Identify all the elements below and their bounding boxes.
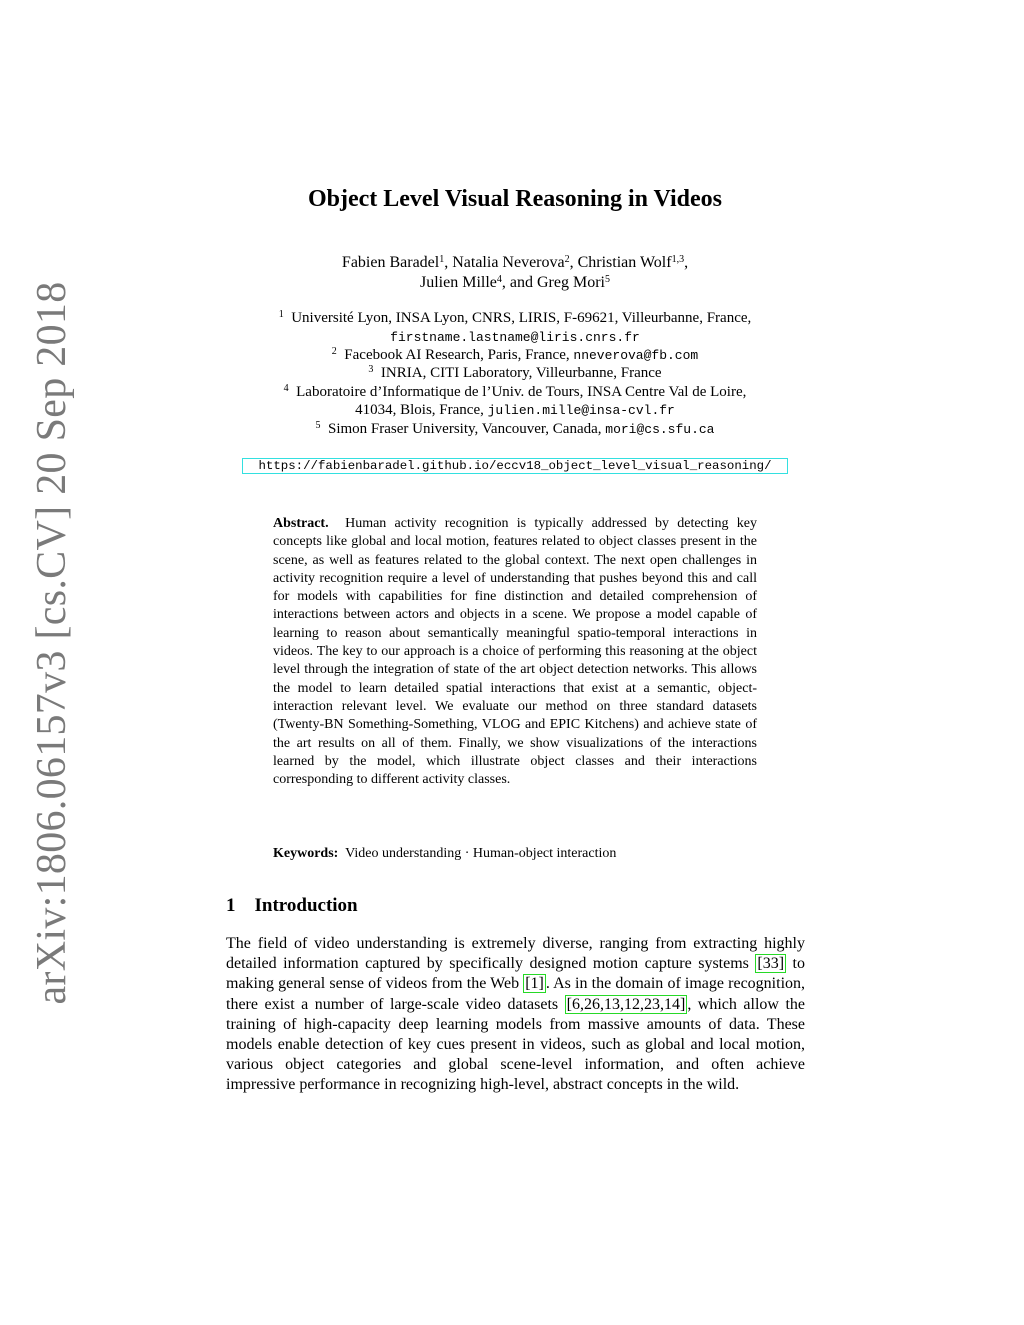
author-sep: , [684, 254, 689, 271]
citation-link[interactable]: [33] [757, 955, 785, 973]
author-name: Fabien Baradel [341, 254, 440, 271]
affil-mark: 5 [315, 420, 321, 431]
affil-text: Université Lyon, INSA Lyon, CNRS, LIRIS, F-69621, Villeurbanne, France, [291, 310, 752, 326]
citation-link[interactable]: [6,26,13,12,23,14] [566, 995, 686, 1013]
abstract-label: Abstract. [273, 516, 329, 531]
affil-mark: 4 [283, 383, 289, 394]
affil-mark: 2 [331, 346, 337, 357]
affiliation-line [0, 383, 1024, 402]
author-line-2 [0, 273, 1024, 293]
affil-mark: 1 [278, 309, 284, 320]
author-affil-mark: 5 [604, 274, 610, 285]
affil-mark: 3 [368, 364, 374, 375]
intro-paragraph [226, 934, 805, 1096]
affil-text: 41034, Blois, France, [355, 402, 488, 418]
email-link[interactable]: firstname.lastname@liris.cnrs.fr [390, 330, 640, 345]
author-name: Christian Wolf [577, 254, 672, 271]
author-name: Natalia Neverova [452, 254, 565, 271]
author-line-1 [0, 253, 1024, 273]
affiliation-line [0, 346, 1024, 366]
abstract-text: Human activity recognition is typically addressed by detecting key concepts like global and local motion, features related to object classes present in the scene, as well as features related to the global context. The next open challenges in activity recognition require a level of understanding that pushes beyond this and call for models with capabilities for fine distinction and detailed comprehension of interactions between actors and objects in a scene. We propose a model capable of learning to reason about semantically meaningful spatio-temporal interactions in videos. The key to our approach is a choice of performing this reasoning at the object level through the integration of state of the art object detection networks. This allows the model to learn detailed spatial interactions that exist at a semantic, object-interaction relevant level. We evaluate our method on three standard datasets (Twenty-BN Something-Something, VLOG and EPIC Kitchens) and achieve state of the art results on all of them. Finally, we show visualizations of the interactions learned by the model, which illustrate object classes and their interactions corresponding to different activity classes. [273, 516, 758, 788]
author-affil-mark: 4 [496, 274, 502, 285]
author-sep: , [569, 254, 578, 271]
paper-title: Object Level Visual Reasoning in Videos [307, 186, 723, 212]
author-affil-mark: 1,3 [671, 254, 685, 265]
email-link[interactable]: mori@cs.sfu.ca [605, 422, 715, 437]
affil-text: INRIA, CITI Laboratory, Villeurbanne, France [380, 365, 662, 381]
affiliation-line [0, 364, 1024, 383]
affil-text: Facebook AI Research, Paris, France, [344, 347, 574, 363]
keywords-label: Keywords: [273, 846, 339, 861]
section-number: 1 [226, 895, 236, 916]
affiliation-line [0, 420, 1024, 440]
author-affil-mark: 1 [439, 254, 445, 265]
arxiv-stamp: arXiv:1806.06157v3 [cs.CV] 20 Sep 2018 [29, 281, 75, 1005]
section-heading [226, 895, 358, 917]
intro-text: . As in the domain of image recognition, there exist a number of large-scale video datasets [226, 975, 806, 1013]
affiliation-line [0, 401, 1024, 421]
intro-text: to making general sense of videos from the Web [226, 955, 805, 993]
keywords-text: Video understanding · Human-object interaction [345, 846, 617, 861]
keywords [273, 846, 616, 862]
author-affil-mark: 2 [564, 254, 570, 265]
affiliation-line [0, 309, 1024, 328]
abstract [273, 515, 757, 789]
author-name: Greg Mori [537, 274, 605, 291]
author-name: Julien Mille [420, 274, 497, 291]
citation-link[interactable]: [1] [525, 975, 544, 993]
email-link[interactable]: nneverova@fb.com [573, 348, 699, 363]
author-sep: , [444, 254, 453, 271]
email-link[interactable]: julien.mille@insa-cvl.fr [487, 403, 675, 418]
author-sep: , and [501, 274, 537, 291]
section-title: Introduction [254, 895, 358, 916]
affiliation-line [0, 328, 1024, 348]
project-url-link[interactable]: https://fabienbaradel.github.io/eccv18_object_level_visual_reasoning/ [242, 458, 788, 474]
affil-text: Simon Fraser University, Vancouver, Canada, [328, 421, 606, 437]
intro-text: , which allow the training of high-capacity deep learning models from massive amounts of data. These models enable detection of key cues present in videos, such as global and local motion, various object categories and global scene-level information, and often achieve impressive performance in recognizing high-level, abstract concepts in the wild. [226, 995, 805, 1094]
affil-text: Laboratoire d’Informatique de l’Univ. de Tours, INSA Centre Val de Loire, [296, 384, 747, 400]
intro-text: The field of video understanding is extremely diverse, ranging from extracting highly detailed information captured by specifically designed motion capture systems [226, 935, 805, 973]
